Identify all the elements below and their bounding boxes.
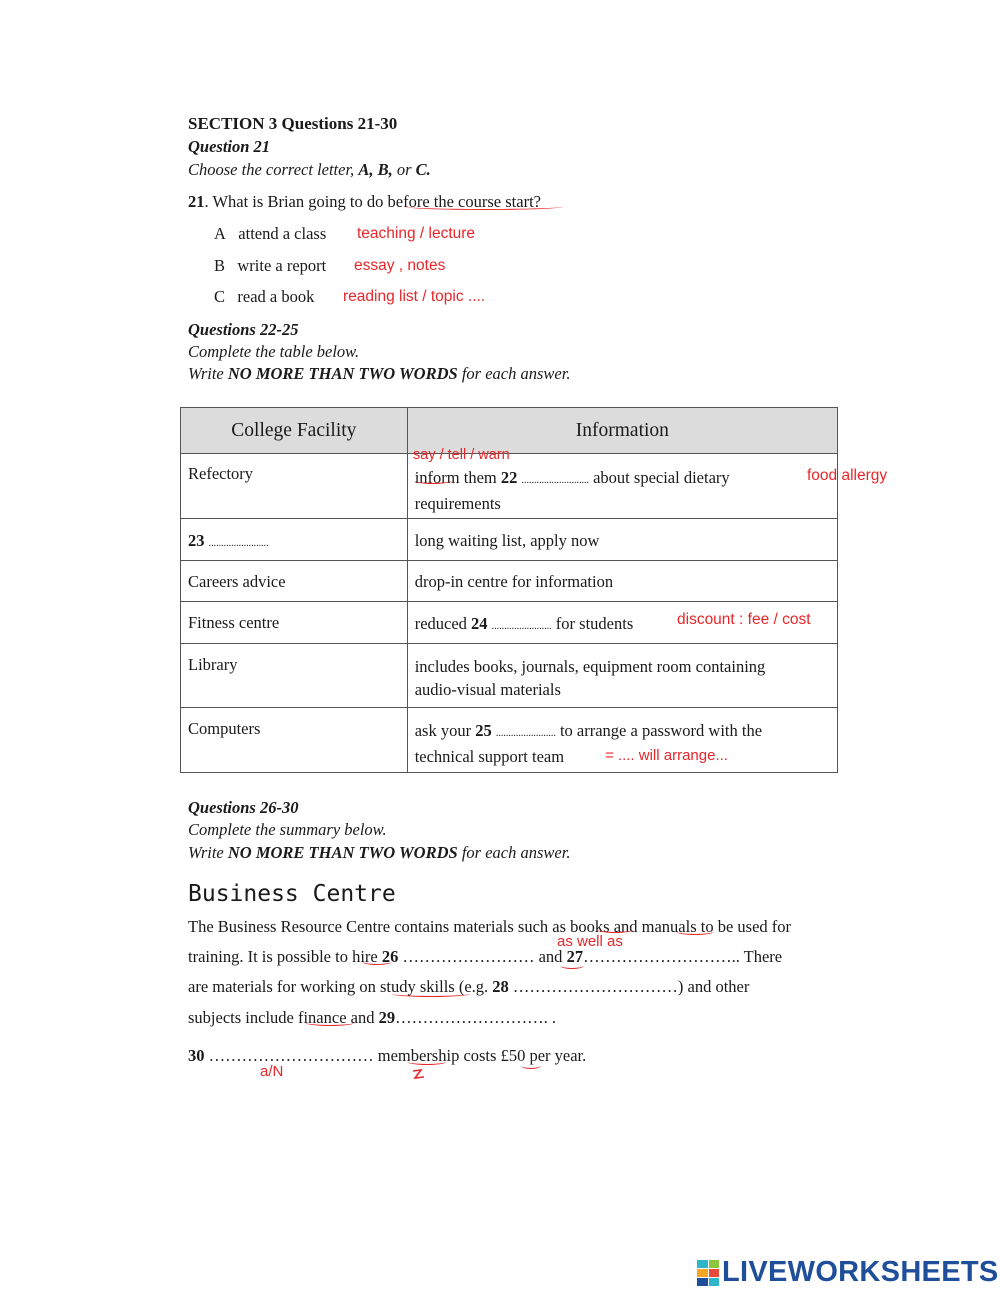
header-information: Information — [407, 408, 837, 454]
table-row — [181, 708, 838, 773]
answer-blank-27[interactable]: ……………………….. There — [583, 947, 783, 966]
option-a[interactable]: A attend a class — [214, 224, 327, 243]
underline-fifty-pounds — [521, 1062, 541, 1069]
note-option-c: reading list / topic .... — [343, 288, 486, 305]
cell-info: drop-in centre for information — [407, 561, 837, 602]
cell-info: reduced 24 ........................ for students — [407, 602, 837, 644]
liveworksheets-logo-text: LIVEWORKSHEETS — [722, 1256, 999, 1288]
section-heading: SECTION 3 Questions 21-30 — [188, 114, 398, 133]
cell-facility: Library — [181, 644, 408, 708]
option-c[interactable]: C read a book — [214, 287, 315, 306]
table-row — [181, 454, 838, 519]
underline-before-course — [404, 203, 564, 210]
questions-22-25-instruction-2: Write NO MORE THAN TWO WORDS for each answer. — [188, 364, 571, 383]
note-as-well-as: as well as — [557, 933, 623, 950]
cell-facility: Careers advice — [181, 561, 408, 602]
handwritten-mark — [411, 1068, 427, 1082]
cell-info: ask your 25 ........................ to arrange a password with the technical support team — [407, 708, 837, 773]
question-21-instruction: Choose the correct letter, A, B, or C. — [188, 160, 431, 179]
cell-facility: Computers — [181, 708, 408, 773]
cell-info: long waiting list, apply now — [407, 519, 837, 561]
underline-hire — [362, 958, 392, 965]
liveworksheets-logo-icon — [697, 1260, 719, 1286]
question-21-title: Question 21 — [188, 137, 271, 156]
summary-line-5: 30 ………………………… membership costs £50 per year. — [188, 1046, 587, 1065]
cell-facility: 23 ........................ — [181, 519, 408, 561]
option-b[interactable]: B write a report — [214, 256, 327, 275]
questions-26-30-instruction-2: Write NO MORE THAN TWO WORDS for each answer. — [188, 843, 571, 862]
cell-info: inform them 22 ........................... about special dietary requirements — [407, 454, 837, 519]
questions-26-30-instruction-1: Complete the summary below. — [188, 820, 387, 839]
table-row — [181, 519, 838, 561]
summary-line-1: The Business Resource Centre contains materials such as books and manuals to be used for — [188, 917, 792, 936]
liveworksheets-logo[interactable] — [697, 1256, 999, 1289]
questions-22-25-title: Questions 22-25 — [188, 320, 299, 339]
note-a-n: a/N — [260, 1063, 284, 1080]
underline-finance — [305, 1019, 355, 1026]
underline-inform — [414, 477, 452, 484]
question-21-text: 21. What is Brian going to do before the course start? — [188, 192, 541, 211]
summary-line-2: training. It is possible to hire 26 …………………… and 27……………………….. There — [188, 947, 783, 966]
cell-facility: Refectory — [181, 454, 408, 519]
table-row — [181, 644, 838, 708]
answer-blank-30[interactable]: ………………………… membership costs £50 per year. — [204, 1046, 587, 1065]
questions-26-30-title: Questions 26-30 — [188, 798, 299, 817]
answer-blank-26[interactable]: …………………… — [398, 947, 539, 966]
summary-line-4: subjects include finance and 29………………………. . — [188, 1008, 556, 1027]
underline-study-skills — [391, 990, 471, 997]
header-college-facility: College Facility — [181, 408, 408, 454]
note-option-b: essay , notes — [354, 257, 446, 274]
business-centre-heading: Business Centre — [188, 881, 396, 907]
answer-blank-28[interactable]: …………………………) and other — [508, 977, 750, 996]
summary-line-3: are materials for working on study skills (e.g. 28 …………………………) and other — [188, 977, 750, 996]
cell-info: includes books, journals, equipment room containing audio-visual materials — [407, 644, 837, 708]
note-will-arrange: = .... will arrange... — [605, 747, 728, 764]
underline-books — [597, 926, 633, 933]
questions-22-25-instruction-1: Complete the table below. — [188, 342, 360, 361]
underline-and — [560, 962, 584, 969]
cell-facility: Fitness centre — [181, 602, 408, 644]
note-discount: discount : fee / cost — [677, 611, 811, 628]
answer-blank-23[interactable]: ........................ — [208, 538, 269, 549]
underline-membership — [407, 1058, 447, 1065]
underline-manuals — [676, 928, 714, 935]
answer-blank-25[interactable]: ........................ — [495, 728, 556, 739]
answer-blank-24[interactable]: ........................ — [491, 621, 552, 632]
note-food-allergy: food allergy — [807, 467, 888, 484]
answer-blank-29[interactable]: ………………………. . — [395, 1008, 556, 1027]
note-option-a: teaching / lecture — [357, 225, 476, 242]
note-say-tell-warn: say / tell / warn — [413, 447, 510, 463]
answer-blank-22[interactable]: ........................... — [521, 475, 589, 486]
table-row — [181, 561, 838, 602]
